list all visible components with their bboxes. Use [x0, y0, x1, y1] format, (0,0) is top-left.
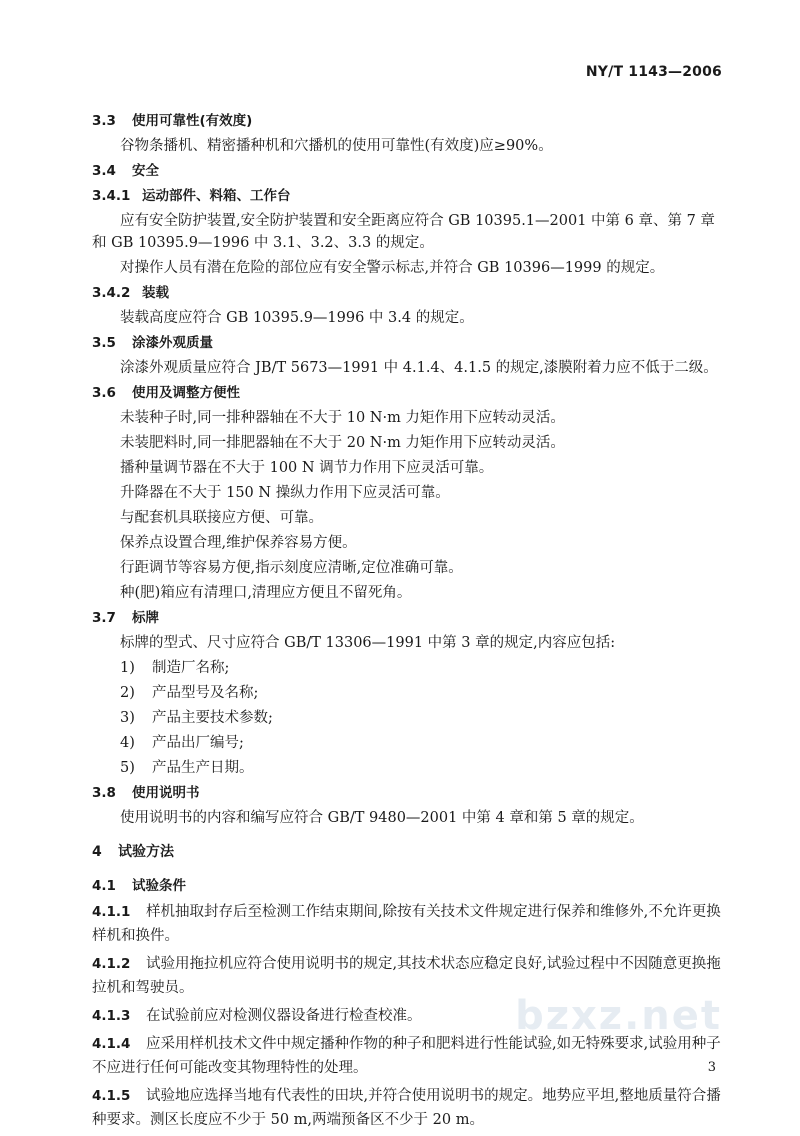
clause: 4.1.2 试验用拖拉机应符合使用说明书的规定,其技术状态应稳定良好,试验过程中不因随意更换拖拉机和驾驶员。: [92, 956, 721, 996]
paragraph: 保养点设置合理,维护保养容易方便。: [120, 535, 357, 551]
list-item: 5) 产品生产日期。: [120, 760, 254, 776]
paragraph: 种(肥)箱应有清理口,清理应方便且不留死角。: [120, 585, 412, 601]
list-item: 4) 产品出厂编号;: [120, 735, 244, 751]
paragraph: 未装肥料时,同一排肥器轴在不大于 20 N·m 力矩作用下应转动灵活。: [120, 435, 565, 451]
paragraph: 对操作人员有潜在危险的部位应有安全警示标志,并符合 GB 10396—1999 的规定。: [120, 260, 665, 276]
list-item: 1) 制造厂名称;: [120, 660, 230, 676]
section-heading: 4.1 试验条件: [92, 878, 186, 894]
paragraph: 标牌的型式、尺寸应符合 GB/T 13306—1991 中第 3 章的规定,内容应包括:: [120, 635, 616, 651]
paragraph: 谷物条播机、精密播种机和穴播机的使用可靠性(有效度)应≥90%。: [120, 138, 553, 154]
paragraph: 未装种子时,同一排种器轴在不大于 10 N·m 力矩作用下应转动灵活。: [120, 410, 565, 426]
clause: 4.1.4 应采用样机技术文件中规定播种作物的种子和肥料进行性能试验,如无特殊要求,试验用种子不应进行任何可能改变其物理特性的处理。: [92, 1036, 721, 1076]
clause: 4.1.1 样机抽取封存后至检测工作结束期间,除按有关技术文件规定进行保养和维修外,不允许更换样机和换件。: [92, 904, 721, 944]
paragraph: 与配套机具联接应方便、可靠。: [120, 510, 323, 526]
section-heading: 3.8 使用说明书: [92, 785, 200, 801]
paragraph: 涂漆外观质量应符合 JB/T 5673—1991 中 4.1.4、4.1.5 的规定,漆膜附着力应不低于二级。: [120, 360, 718, 376]
page-number: 3: [707, 1060, 716, 1075]
list-item: 2) 产品型号及名称;: [120, 685, 259, 701]
paragraph: 应有安全防护装置,安全防护装置和安全距离应符合 GB 10395.1—2001 中第 6 章、第 7 章和 GB 10395.9—1996 中 3.1、3.2、3.3 的规定。: [92, 213, 715, 251]
section-heading: 3.6 使用及调整方便性: [92, 385, 240, 401]
section-heading: 3.4 安全: [92, 163, 159, 179]
paragraph: 行距调节等容易方便,指示刻度应清晰,定位准确可靠。: [120, 560, 463, 576]
section-heading: 3.3 使用可靠性(有效度): [92, 113, 253, 129]
paragraph: 播种量调节器在不大于 100 N 调节力作用下应灵活可靠。: [120, 460, 494, 476]
clause: 4.1.5 试验地应选择当地有代表性的田块,并符合使用说明书的规定。地势应平坦,整地质量符合播种要求。测区长度应不少于 50 m,两端预备区不少于 20 m。: [92, 1088, 721, 1128]
section-heading: 3.5 涂漆外观质量: [92, 335, 213, 351]
clause: 4.1.3 在试验前应对检测仪器设备进行检查校准。: [92, 1008, 422, 1024]
section-heading: 3.4.2 装载: [92, 285, 169, 301]
paragraph: 使用说明书的内容和编写应符合 GB/T 9480—2001 中第 4 章和第 5 章的规定。: [120, 810, 644, 826]
section-heading: 3.4.1 运动部件、料箱、工作台: [92, 188, 291, 204]
section-heading: 3.7 标牌: [92, 610, 159, 626]
chapter-heading: 4 试验方法: [92, 844, 174, 860]
standard-number: NY/T 1143—2006: [585, 64, 722, 80]
watermark-logo: bzxz.net: [515, 993, 722, 1039]
paragraph: 升降器在不大于 150 N 操纵力作用下应灵活可靠。: [120, 485, 450, 501]
paragraph: 装载高度应符合 GB 10395.9—1996 中 3.4 的规定。: [120, 310, 474, 326]
list-item: 3) 产品主要技术参数;: [120, 710, 273, 726]
page-body: [92, 110, 722, 1136]
